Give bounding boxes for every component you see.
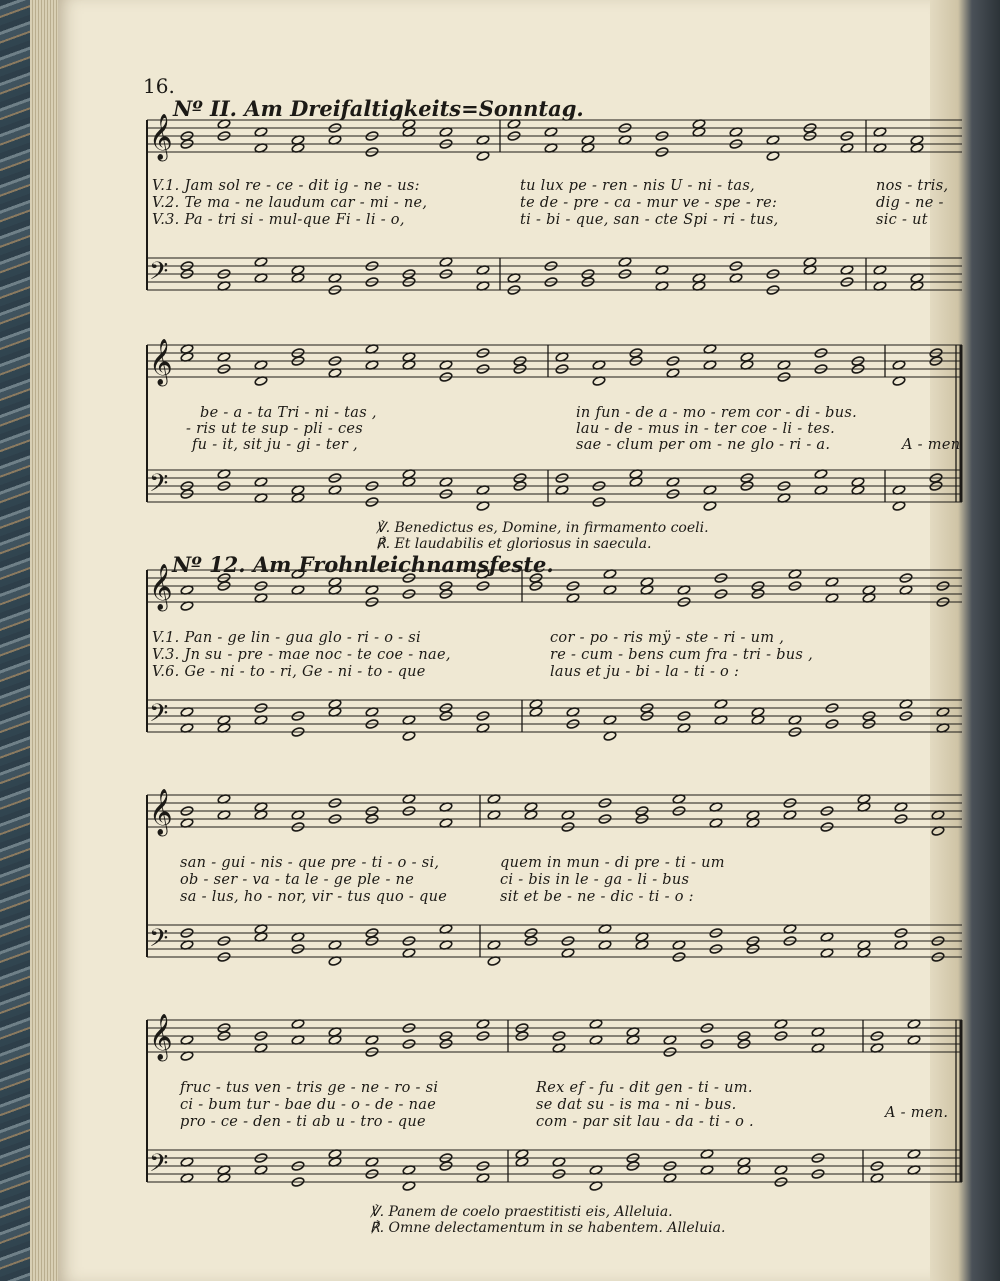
lyric-verse-3: sit et be - ne - dic - ti - o : [500,889,694,905]
lyric-verse-3: sa - lus, ho - nor, vir - tus quo - que [180,889,448,905]
versicle: ℣. Panem de coelo praestitisti eis, Alleluia. [370,1204,673,1220]
hymn-12-title: Nº 12. Am Frohnleichnamsfeste. [172,552,554,577]
lyric-verse-2: dig - ne - [876,195,944,211]
treble-clef: 𝄞 [149,789,173,835]
lyric-verse-1: san - gui - nis - que pre - ti - o - si, [180,855,440,871]
bass-clef: 𝄢 [149,257,169,292]
bass-clef: 𝄢 [149,1149,169,1184]
lyric-verse-2: - ris ut te sup - pli - ces [186,421,364,437]
lyric-verse-2: ci - bum tur - bae du - o - de - nae [180,1097,437,1113]
treble-clef: 𝄞 [149,114,173,160]
lyric-verse-3: sae - clum per om - ne glo - ri - a. [576,437,831,453]
response: ℟. Et laudabilis et gloriosus in saecula. [376,536,652,552]
lyric-verse-1: V.1. Jam sol re - ce - dit ig - ne - us: [152,178,420,194]
lyric-verse-3: re - cum - bens cum fra - tri - bus , [550,647,813,663]
bass-clef: 𝄢 [149,924,169,959]
lyric-verse-2: ci - bis in le - ga - li - bus [500,872,690,888]
treble-clef: 𝄞 [149,339,173,385]
bass-clef: 𝄢 [149,699,169,734]
lyric-verse-1: quem in mun - di pre - ti - um [500,855,725,871]
lyric-verse-1: tu lux pe - ren - nis U - ni - tas, [520,178,755,194]
response: ℟. Omne delectamentum in se habentem. Alleluia. [370,1220,726,1236]
lyric-verse-2: te de - pre - ca - mur ve - spe - re: [520,195,778,211]
treble-clef: 𝄞 [149,564,173,610]
bass-clef: 𝄢 [149,469,169,504]
lyric-verse-1: cor - po - ris mÿ - ste - ri - um , [550,630,785,646]
versicle: ℣. Benedictus es, Domine, in firmamento coeli. [376,520,709,536]
lyric-verse-3: V.3. Jn su - pre - mae noc - te coe - nae, [152,647,451,663]
lyric-verse-6: laus et ju - bi - la - ti - o : [550,664,740,680]
lyric-verse-1: nos - tris, [876,178,949,194]
page-number: 16. [143,74,175,98]
lyric-verse-1: V.1. Pan - ge lin - gua glo - ri - o - si [152,630,421,646]
amen-label: A - men. [885,1105,949,1121]
amen-label: A - men [902,437,961,453]
lyric-verse-6: V.6. Ge - ni - to - ri, Ge - ni - to - que [152,664,426,680]
lyric-verse-3: sic - ut [876,212,928,228]
lyric-verse-3: V.3. Pa - tri si - mul-que Fi - li - o, [152,212,405,228]
lyric-verse-3: fu - it, sit ju - gi - ter , [192,437,358,453]
lyric-verse-1: in fun - de a - mo - rem cor - di - bus. [576,405,858,421]
lyric-verse-2: V.2. Te ma - ne laudum car - mi - ne, [152,195,428,211]
lyric-verse-1: fruc - tus ven - tris ge - ne - ro - si [180,1080,439,1096]
lyric-verse-3: com - par sit lau - da - ti - o . [536,1114,754,1130]
lyric-verse-2: lau - de - mus in - ter coe - li - tes. [576,421,835,437]
lyric-verse-2: ob - ser - va - ta le - ge ple - ne [180,872,415,888]
treble-clef: 𝄞 [149,1014,173,1060]
lyric-verse-1: Rex ef - fu - dit gen - ti - um. [536,1080,753,1096]
lyric-verse-2: se dat su - is ma - ni - bus. [536,1097,737,1113]
lyric-verse-1: be - a - ta Tri - ni - tas , [200,405,377,421]
hymn-11-title: Nº II. Am Dreifaltigkeits=Sonntag. [173,96,584,121]
lyric-verse-3: pro - ce - den - ti ab u - tro - que [180,1114,426,1130]
lyric-verse-3: ti - bi - que, san - cte Spi - ri - tus, [520,212,779,228]
